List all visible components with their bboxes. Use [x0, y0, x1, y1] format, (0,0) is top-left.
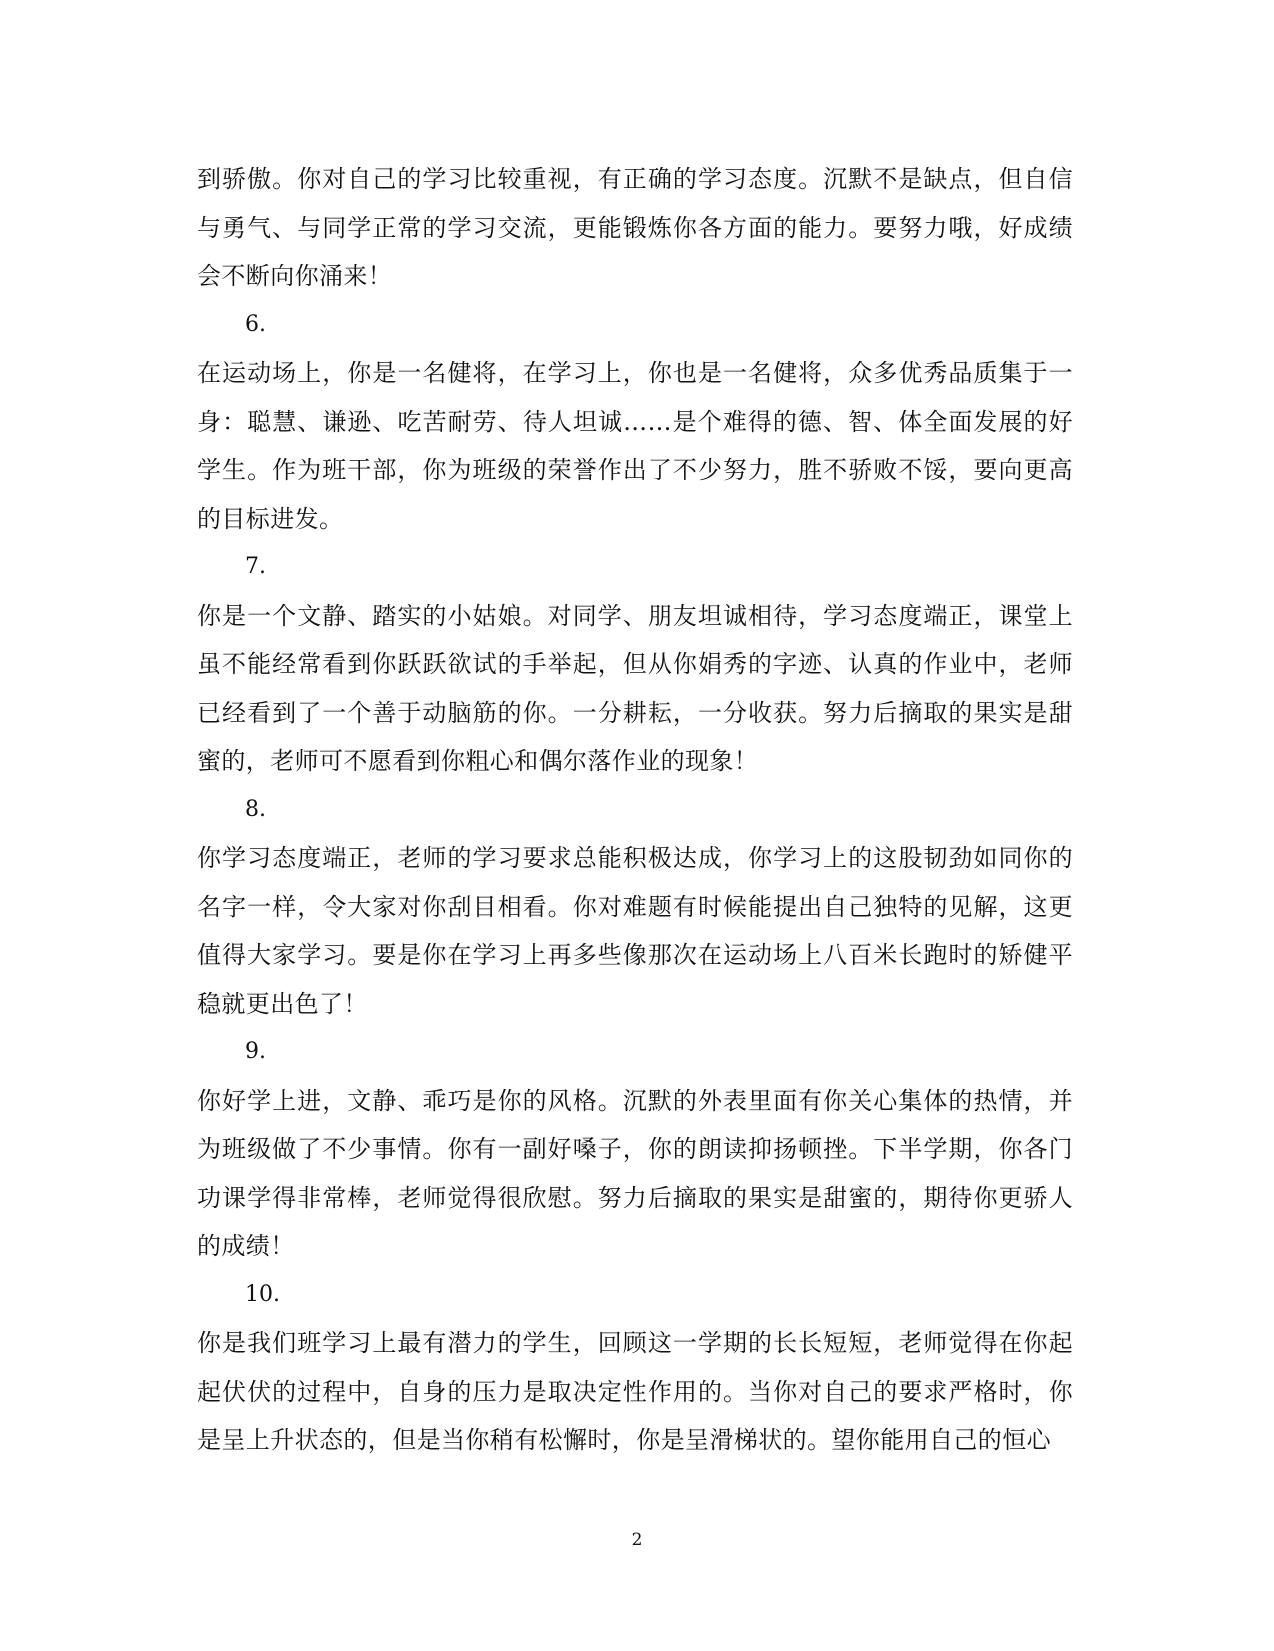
document-body: [197, 155, 1073, 1465]
paragraph-continuation: 到骄傲。你对自己的学习比较重视，有正确的学习态度。沉默不是缺点，但自信与勇气、与同学正常的学习交流，更能锻炼你各方面的能力。要努力哦，好成绩会不断向你涌来！: [197, 165, 1073, 290]
page-number: 2: [631, 1530, 643, 1550]
comment-paragraph-8: 你学习态度端正，老师的学习要求总能积极达成，你学习上的这股韧劲如同你的名字一样，令大家对你刮目相看。你对难题有时候能提出自己独特的见解，这更值得大家学习。要是你在学习上再多些像那次在运动场上八百米长跑时的矫健平稳就更出色了！: [197, 844, 1073, 1018]
item-number-8: 8.: [245, 796, 266, 822]
item-number-10: 10.: [245, 1281, 280, 1307]
item-number-7: 7.: [245, 554, 266, 579]
comment-paragraph-10: 你是我们班学习上最有潜力的学生，回顾这一学期的长长短短，老师觉得在你起起伏伏的过程中，自身的压力是取决定性作用的。当你对自己的要求严格时，你是呈上升状态的，但是当你稍有松懈时，你是呈滑梯状的。望你能用自己的恒心: [197, 1329, 1073, 1454]
item-number-9: 9.: [245, 1039, 266, 1064]
comment-paragraph-9: 你好学上进，文静、乖巧是你的风格。沉默的外表里面有你关心集体的热情，并为班级做了不少事情。你有一副好嗓子，你的朗读抑扬顿挫。下半学期，你各门功课学得非常棒，老师觉得很欣慰。努力后摘取的果实是甜蜜的，期待你更骄人的成绩！: [197, 1086, 1073, 1260]
item-number-6: 6.: [245, 311, 266, 337]
comment-paragraph-7: 你是一个文静、踏实的小姑娘。对同学、朋友坦诚相待，学习态度端正，课堂上虽不能经常看到你跃跃欲试的手举起，但从你娟秀的字迹、认真的作业中，老师已经看到了一个善于动脑筋的你。一分耕耘，一分收获。努力后摘取的果实是甜蜜的，老师可不愿看到你粗心和偶尔落作业的现象！: [197, 601, 1073, 775]
comment-paragraph-6: 在运动场上，你是一名健将，在学习上，你也是一名健将，众多优秀品质集于一身：聪慧、谦逊、吃苦耐劳、待人坦诚……是个难得的德、智、体全面发展的好学生。作为班干部，你为班级的荣誉作出了不少努力，胜不骄败不馁，要向更高的目标进发。: [197, 359, 1073, 533]
